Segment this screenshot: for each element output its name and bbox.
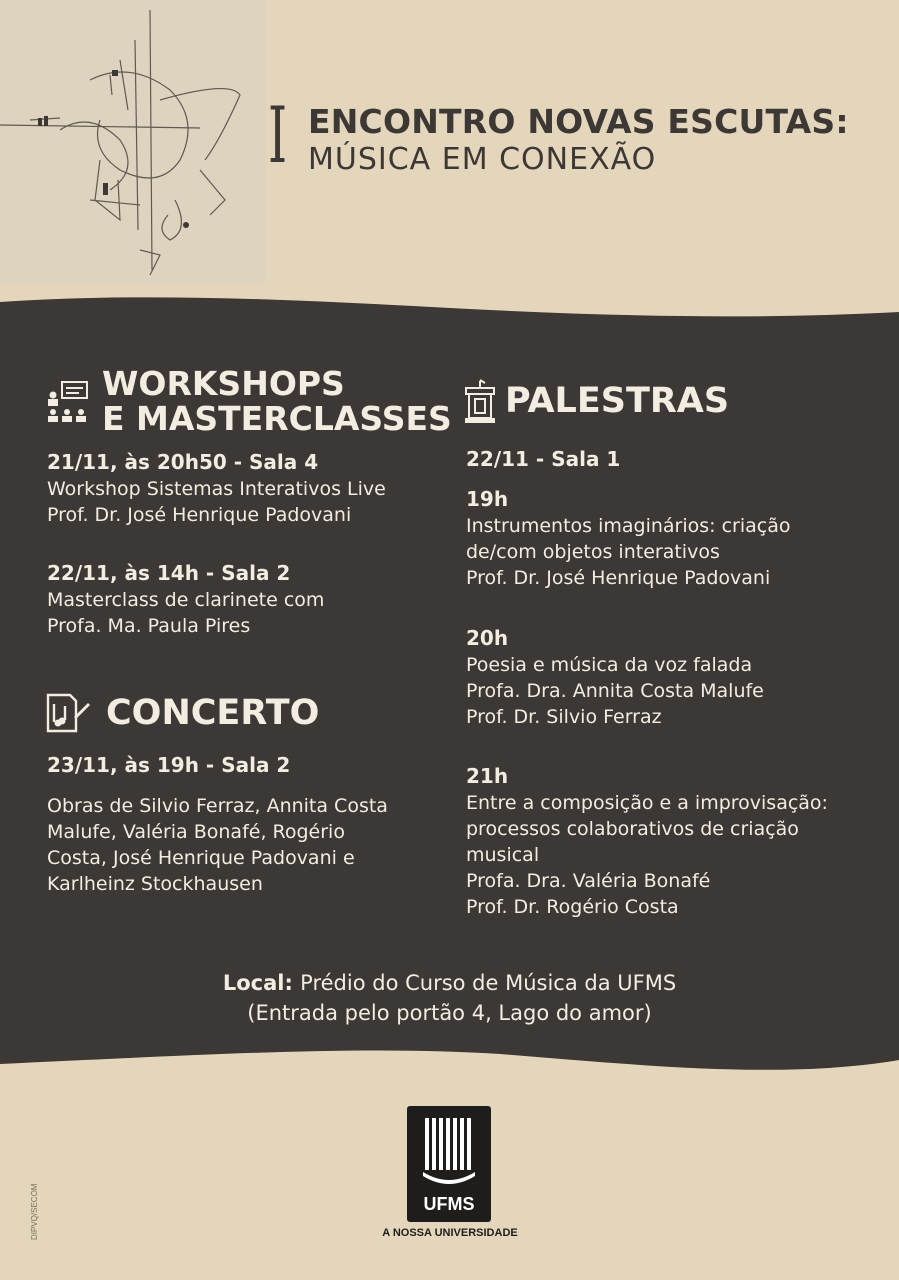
palestras-day-label: 22/11 - Sala 1 bbox=[466, 447, 621, 471]
workshop-speaker: Prof. Dr. José Henrique Padovani bbox=[47, 504, 352, 526]
concerto-line: Karlheinz Stockhausen bbox=[47, 873, 263, 895]
talk-line: Prof. Dr. José Henrique Padovani bbox=[466, 567, 771, 589]
talk-time: 20h bbox=[466, 626, 509, 650]
talk-line: Profa. Dra. Valéria Bonafé bbox=[466, 870, 711, 892]
workshop-title: Masterclass de clarinete com bbox=[47, 589, 325, 611]
title-line-2: MÚSICA EM CONEXÃO bbox=[308, 142, 657, 177]
workshop-speaker: Profa. Ma. Paula Pires bbox=[47, 615, 251, 637]
talk-line: Prof. Dr. Silvio Ferraz bbox=[466, 706, 662, 728]
concerto-details bbox=[47, 752, 388, 897]
ufms-logo-text: UFMS bbox=[423, 1194, 475, 1214]
ufms-building-icon bbox=[421, 1114, 477, 1192]
talk-line: Instrumentos imaginários: criação bbox=[466, 515, 791, 537]
workshops-heading-line-1: WORKSHOPS bbox=[102, 364, 345, 403]
talk-line: Poesia e música da voz falada bbox=[466, 654, 753, 676]
ufms-logo bbox=[407, 1106, 491, 1222]
talk-item bbox=[466, 625, 764, 730]
concerto-line: Malufe, Valéria Bonafé, Rogério bbox=[47, 821, 345, 843]
talk-line: de/com objetos interativos bbox=[466, 541, 720, 563]
talk-line: musical bbox=[466, 844, 540, 866]
title-line-1: ENCONTRO NOVAS ESCUTAS: bbox=[308, 102, 849, 141]
workshop-item bbox=[47, 560, 324, 639]
talk-time: 21h bbox=[466, 764, 509, 788]
talk-item bbox=[466, 486, 791, 591]
workshops-heading bbox=[102, 366, 452, 436]
venue-value: Prédio do Curso de Música da UFMS bbox=[300, 971, 677, 995]
concerto-line: Costa, José Henrique Padovani e bbox=[47, 847, 355, 869]
palestras-heading: PALESTRAS bbox=[505, 381, 730, 421]
workshop-when: 21/11, às 20h50 - Sala 4 bbox=[47, 450, 319, 474]
venue-label: Local: bbox=[222, 971, 293, 995]
talk-line: Profa. Dra. Annita Costa Malufe bbox=[466, 680, 764, 702]
palestras-day bbox=[466, 446, 620, 473]
venue-detail: (Entrada pelo portão 4, Lago do amor) bbox=[247, 1001, 652, 1025]
venue-info bbox=[0, 968, 899, 1028]
workshop-title: Workshop Sistemas Interativos Live bbox=[47, 478, 386, 500]
concerto-when: 23/11, às 19h - Sala 2 bbox=[47, 753, 291, 777]
talk-line: Entre a composição e a improvisação: bbox=[466, 792, 828, 814]
workshop-item bbox=[47, 449, 386, 528]
talk-line: processos colaborativos de criação bbox=[466, 818, 799, 840]
concerto-heading: CONCERTO bbox=[106, 693, 320, 733]
talk-line: Prof. Dr. Rogério Costa bbox=[466, 896, 679, 918]
concerto-line: Obras de Silvio Ferraz, Annita Costa bbox=[47, 795, 388, 817]
talk-item bbox=[466, 763, 828, 920]
design-credit: DIPVQ/SECOM bbox=[30, 1183, 39, 1240]
lectern-icon bbox=[463, 379, 497, 425]
roman-numeral: I bbox=[268, 91, 288, 181]
university-tagline: A NOSSA UNIVERSIDADE bbox=[382, 1227, 518, 1239]
workshop-when: 22/11, às 14h - Sala 2 bbox=[47, 561, 291, 585]
sketch-artwork bbox=[0, 0, 265, 285]
sheet-music-icon bbox=[45, 692, 91, 734]
classroom-icon bbox=[45, 381, 91, 423]
talk-time: 19h bbox=[466, 487, 509, 511]
workshops-heading-line-2: E MASTERCLASSES bbox=[102, 399, 452, 438]
